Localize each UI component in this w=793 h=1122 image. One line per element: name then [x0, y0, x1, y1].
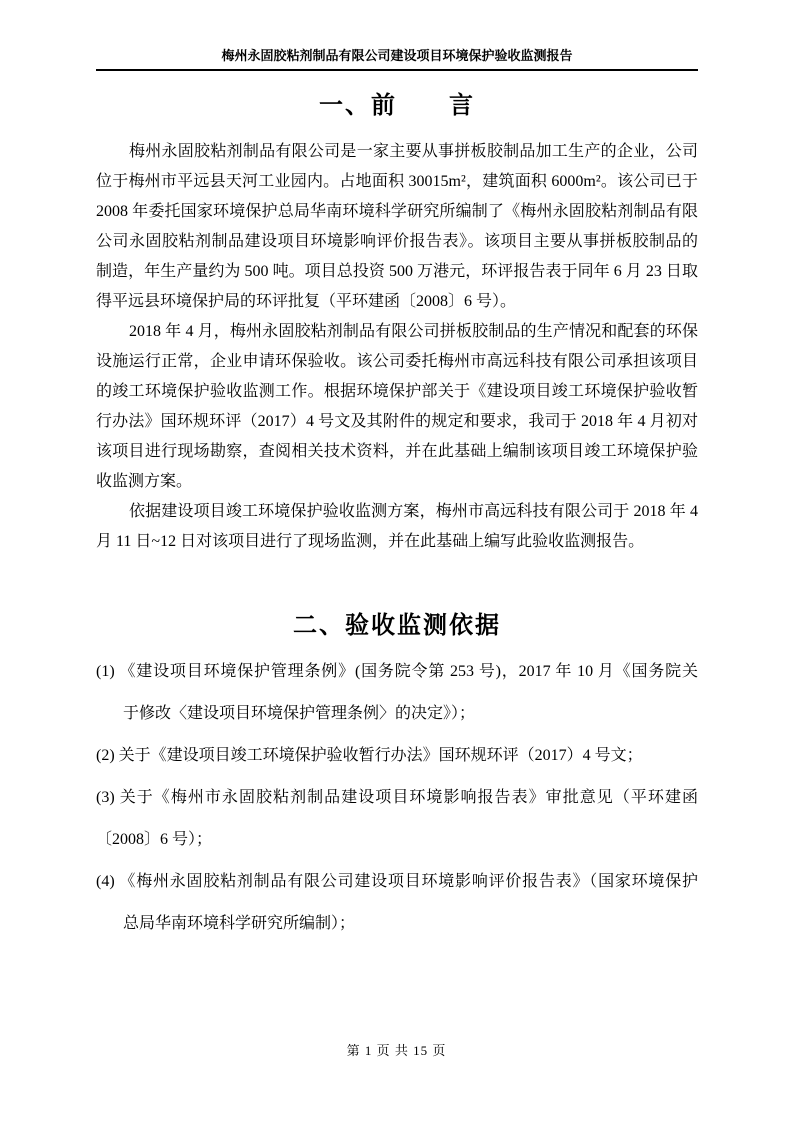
text-line: 行办法》国环规环评（2017）4 号文及其附件的规定和要求，我司于 2018 年 4 月初对: [96, 413, 698, 430]
text-line: 得平远县环境保护局的环评批复（平环建函〔2008〕6 号）。: [96, 293, 517, 310]
list-item-line: (1) 《建设项目环境保护管理条例》(国务院令第 253 号)，2017 年 10 月《国务院关: [96, 663, 698, 680]
text-line: 位于梅州市平远县天河工业园内。占地面积 30015m²，建筑面积 6000m²。该公司已于: [96, 173, 698, 190]
page-header: [96, 0, 698, 71]
section2-heading: 二、验收监测依据: [293, 612, 501, 639]
text-line: 2008 年委托国家环境保护总局华南环境科学研究所编制了《梅州永固胶粘剂制品有限: [96, 203, 698, 220]
section1-heading: 一、前 言: [319, 92, 475, 119]
text-line: 公司永固胶粘剂制品建设项目环境影响评价报告表》。该项目主要从事拼板胶制品的: [96, 233, 698, 250]
text-line: 月 11 日~12 日对该项目进行了现场监测，并在此基础上编写此验收监测报告。: [96, 533, 645, 550]
list-item-line: (2) 关于《建设项目竣工环境保护验收暂行办法》国环规环评（2017）4 号文；: [96, 747, 643, 764]
page-number: 第 1 页 共 15 页: [346, 1043, 447, 1058]
text-line: 依据建设项目竣工环境保护验收监测方案，梅州市高远科技有限公司于 2018 年 4: [129, 503, 698, 520]
list-item-line: (4) 《梅州永固胶粘剂制品有限公司建设项目环境影响评价报告表》（国家环境保护: [96, 873, 698, 890]
text-line: 2018 年 4 月，梅州永固胶粘剂制品有限公司拼板胶制品的生产情况和配套的环保: [129, 323, 698, 340]
list-item-line: 于修改〈建设项目环境保护管理条例〉的决定》）；: [123, 705, 476, 722]
text-line: 设施运行正常，企业申请环保验收。该公司委托梅州市高远科技有限公司承担该项目: [96, 353, 698, 370]
text-line: 制造，年生产量约为 500 吨。项目总投资 500 万港元，环评报告表于同年 6 月 23 日取: [96, 263, 698, 280]
text-line: 收监测方案。: [96, 473, 193, 490]
list-item-line: (3) 关于《梅州市永固胶粘剂制品建设项目环境影响报告表》审批意见（平环建函: [96, 789, 698, 806]
list-item-line: 总局华南环境科学研究所编制）；: [123, 915, 356, 932]
section1-body: [96, 137, 698, 557]
header-title: 梅州永固胶粘剂制品有限公司建设项目环境保护验收监测报告: [221, 48, 573, 63]
text-line: 该项目进行现场勘察，查阅相关技术资料，并在此基础上编制该项目竣工环境保护验: [96, 443, 698, 460]
text-line: 梅州永固胶粘剂制品有限公司是一家主要从事拼板胶制品加工生产的企业，公司: [129, 143, 698, 160]
list-item-line: 〔2008〕6 号）；: [96, 831, 213, 848]
header-divider: [96, 69, 698, 71]
text-line: 的竣工环境保护验收监测工作。根据环境保护部关于《建设项目竣工环境保护验收暂: [96, 383, 698, 400]
section2-list: [96, 651, 698, 945]
